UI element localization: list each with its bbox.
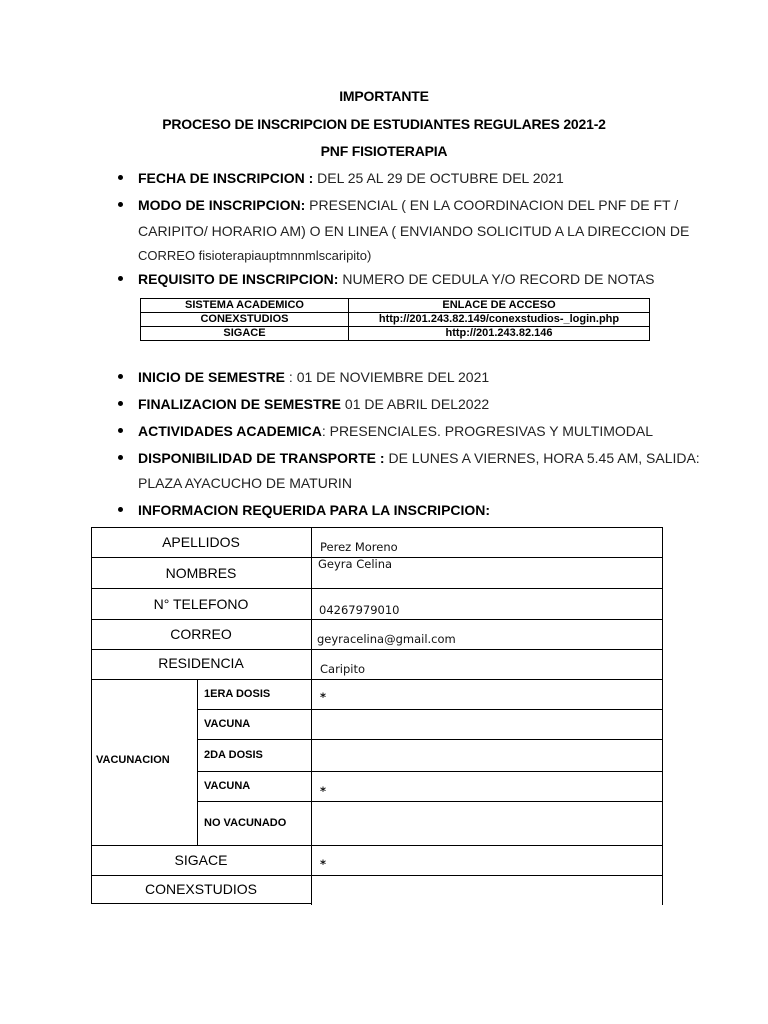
correo-value[interactable]: geyracelina@gmail.com (317, 632, 456, 646)
trans-label: DISPONIBILIDAD DE TRANSPORTE : (138, 450, 385, 466)
dosis2-label: 2DA DOSIS (204, 749, 263, 761)
table-row (141, 313, 650, 327)
table-header-row (141, 299, 650, 313)
novac-label: NO VACUNADO (204, 817, 287, 829)
header-sistema: SISTEMA ACADEMICO (141, 299, 349, 313)
fecha-value: DEL 25 AL 29 DE OCTUBRE DEL 2021 (313, 170, 564, 186)
header-proceso: PROCESO DE INSCRIPCION DE ESTUDIANTES REGULARES 2021-2 (162, 116, 606, 132)
info-label: INFORMACION REQUERIDA PARA LA INSCRIPCION: (138, 502, 491, 518)
vacuna2-label: VACUNA (204, 780, 251, 792)
residencia-value[interactable]: Caripito (320, 662, 366, 676)
sigace-label: SIGACE (174, 852, 228, 868)
act-value: : PRESENCIALES. PROGRESIVAS Y MULTIMODAL (321, 423, 653, 439)
act-label: ACTIVIDADES ACADEMICA (138, 423, 322, 439)
telefono-label: N° TELEFONO (153, 596, 249, 612)
nombres-label: NOMBRES (165, 565, 237, 581)
requisito-value: NUMERO DE CEDULA Y/O RECORD DE NOTAS (338, 271, 655, 287)
modo-line3: CORREO fisioterapiauptmnnmlscaripito) (138, 248, 372, 263)
sistema-link[interactable]: http://201.243.82.146 (349, 327, 650, 341)
inicio-label: INICIO DE SEMESTRE (138, 369, 286, 385)
bullet-dot (118, 401, 123, 406)
bullet-dot (118, 175, 123, 180)
bullet-dot (118, 202, 123, 207)
modo-label: MODO DE INSCRIPCION: (138, 197, 306, 213)
trans-line2: PLAZA AYACUCHO DE MATURIN (138, 475, 352, 491)
table-row (141, 327, 650, 341)
vacunacion-label: VACUNACION (96, 754, 170, 766)
header-enlace: ENLACE DE ACCESO (349, 299, 650, 313)
dosis1-label: 1ERA DOSIS (204, 688, 271, 700)
apellidos-label: APELLIDOS (162, 534, 240, 550)
telefono-value[interactable]: 04267979010 (319, 603, 400, 617)
bullet-dot (118, 276, 123, 281)
modo-line2: CARIPITO/ HORARIO AM) O EN LINEA ( ENVIANDO SOLICITUD A LA DIRECCION DE (138, 223, 690, 239)
bullet-dot (118, 374, 123, 379)
nombres-value[interactable]: Geyra Celina (318, 557, 393, 571)
conex-label: CONEXSTUDIOS (144, 881, 257, 897)
inicio-value: : 01 DE NOVIEMBRE DEL 2021 (285, 369, 490, 385)
header-importante: IMPORTANTE (339, 88, 429, 104)
sistema-name: SIGACE (141, 327, 349, 341)
sistema-name: CONEXSTUDIOS (141, 313, 349, 327)
vacuna2-value[interactable]: * (320, 784, 327, 798)
sistema-link[interactable]: http://201.243.82.149/conexstudios-_login.php (349, 313, 650, 327)
correo-label: CORREO (170, 626, 232, 642)
fecha-label: FECHA DE INSCRIPCION : (138, 170, 314, 186)
vacuna1-label: VACUNA (204, 718, 251, 730)
requisito-label: REQUISITO DE INSCRIPCION: (138, 271, 339, 287)
apellidos-value[interactable]: Perez Moreno (320, 540, 398, 554)
bullet-dot (118, 428, 123, 433)
bullet-dot (118, 455, 123, 460)
final-value: 01 DE ABRIL DEL2022 (341, 396, 490, 412)
bullet-dot (118, 507, 123, 512)
inscripcion-form (91, 527, 663, 905)
sigace-value[interactable]: * (320, 857, 327, 871)
trans-value: DE LUNES A VIERNES, HORA 5.45 AM, SALIDA: (384, 450, 700, 466)
final-label: FINALIZACION DE SEMESTRE (138, 396, 342, 412)
header-pnf: PNF FISIOTERAPIA (320, 143, 448, 159)
residencia-label: RESIDENCIA (158, 655, 244, 671)
modo-value: PRESENCIAL ( EN LA COORDINACION DEL PNF DE FT / (305, 197, 679, 213)
links-table (140, 298, 650, 341)
dosis1-value[interactable]: * (320, 690, 327, 704)
